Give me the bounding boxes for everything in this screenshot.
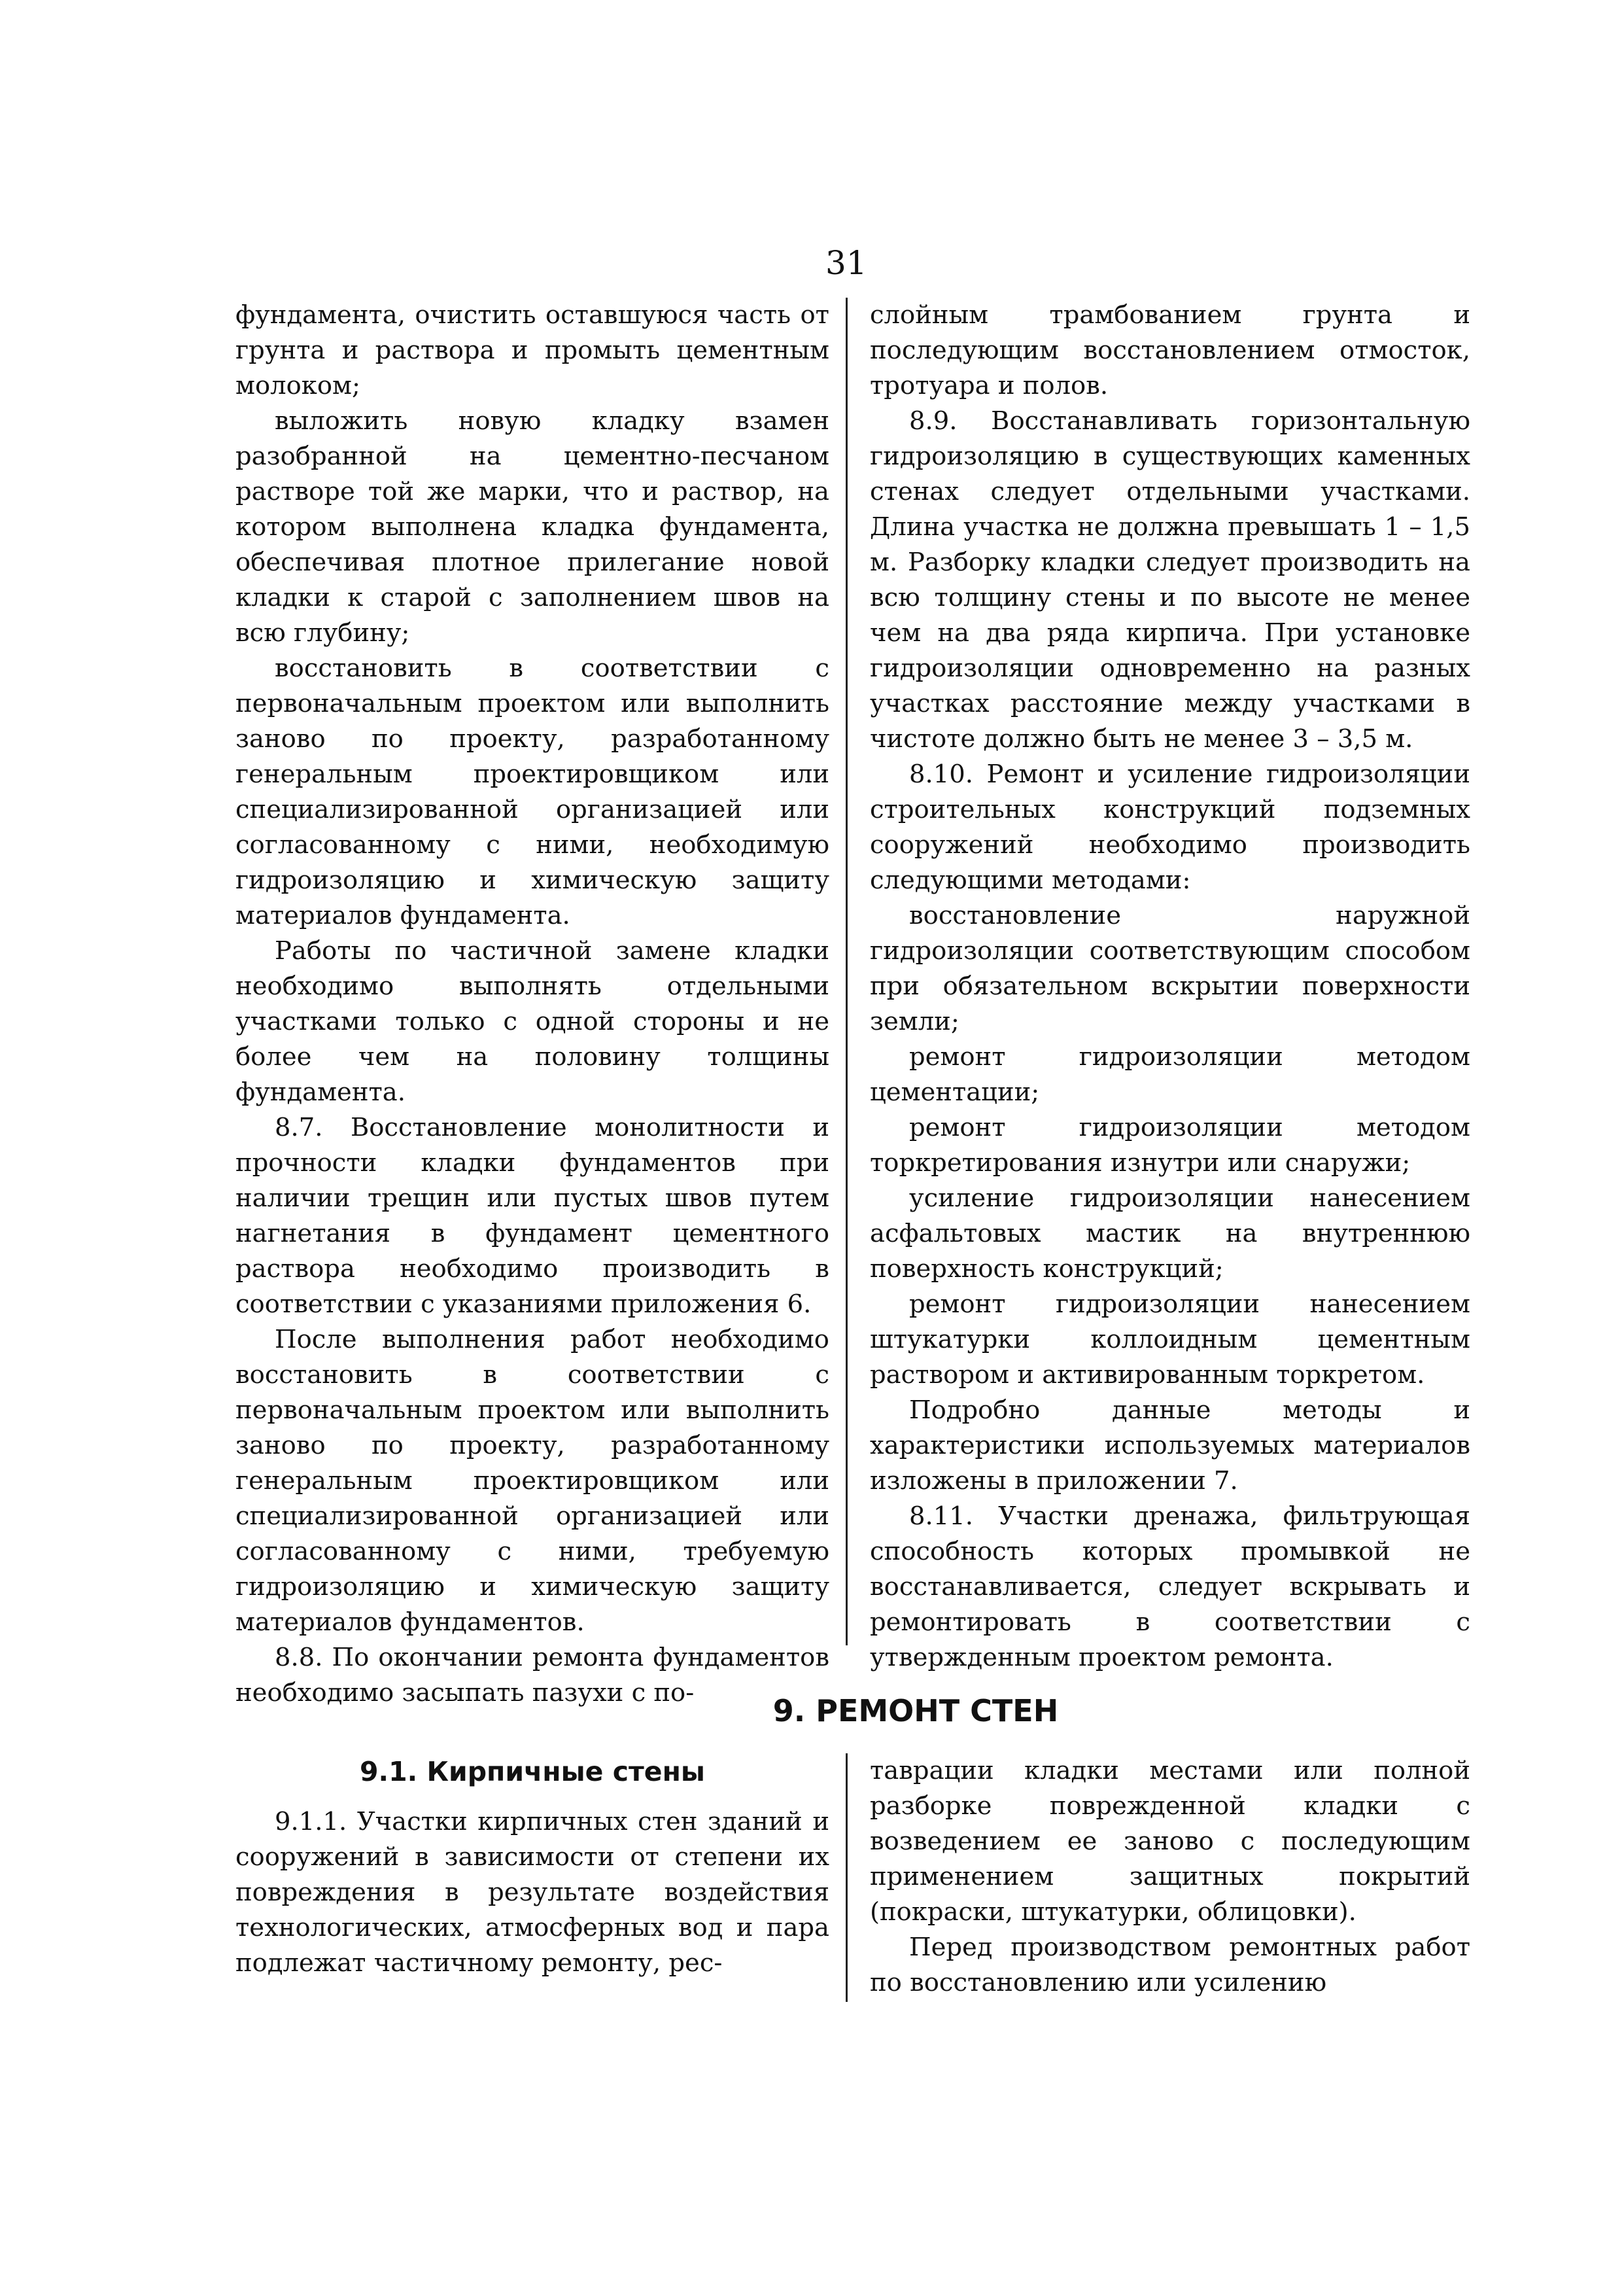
right-column-bottom [870, 1753, 1470, 2001]
paragraph: Работы по частичной замене кладки необходимо выполнять отдельными участками только с одной стороны и не более чем на половину толщины фундамента. [235, 936, 829, 1107]
section-heading: 9. РЕМОНТ СТЕН [772, 1693, 1059, 1728]
paragraph: Подробно данные методы и характеристики используемых материалов изложены в приложении 7. [870, 1395, 1470, 1496]
paragraph: фундамента, очистить оставшуюся часть от грунта и раствора и промыть цементным молоком; [235, 300, 829, 400]
paragraph: слойным трамбованием грунта и последующим восстановлением отмосток, тротуара и полов. [870, 300, 1470, 400]
page-number: 31 [825, 244, 867, 282]
subsection-heading: 9.1. Кирпичные стены [359, 1756, 706, 1787]
paragraph: ремонт гидроизоляции нанесением штукатурки коллоидным цементным раствором и активированным торкретом. [870, 1289, 1470, 1390]
paragraph: После выполнения работ необходимо восстановить в соответствии с первоначальным проектом или выполнить заново по проекту, разработанному генеральным проектировщиком или специализированной организацией или согласованному с ними, требуемую гидроизоляцию и химическую защиту материалов фундаментов. [235, 1325, 829, 1637]
column-divider [846, 1753, 848, 2002]
right-column-top [870, 298, 1470, 1675]
paragraph: 8.7. Восстановление монолитности и прочности кладки фундаментов при наличии трещин или пустых швов путем нагнетания в фундамент цементного раствора необходимо производить в соответствии с указаниями приложения 6. [235, 1113, 829, 1319]
paragraph: 8.11. Участки дренажа, фильтрующая способность которых промывкой не восстанавливается, следует вскрывать и ремонтировать в соответствии с утвержденным проектом ремонта. [870, 1501, 1470, 1672]
paragraph: 8.9. Восстанавливать горизонтальную гидроизоляцию в существующих каменных стенах следует отдельными участками. Длина участка не должна превышать 1 – 1,5 м. Разборку кладки следует производить на всю толщину стены и по высоте не менее чем на два ряда кирпича. При установке гидроизоляции одновременно на разных участках расстояние между участками в чистоте должно быть не менее 3 – 3,5 м. [870, 406, 1470, 754]
paragraph: ремонт гидроизоляции методом цементации; [870, 1042, 1470, 1107]
paragraph: восстановление наружной гидроизоляции соответствующим способом при обязательном вскрытии поверхности земли; [870, 901, 1470, 1036]
column-divider [846, 298, 848, 1645]
paragraph: таврации кладки местами или полной разборке поврежденной кладки с возведением ее заново с последующим применением защитных покрытий (покраски, штукатурки, облицовки). [870, 1756, 1470, 1927]
paragraph: ремонт гидроизоляции методом торкретирования изнутри или снаружи; [870, 1113, 1470, 1178]
left-column-top [235, 298, 829, 1711]
paragraph: 8.8. По окончании ремонта фундаментов необходимо засыпать пазухи с по- [235, 1643, 829, 1708]
paragraph: усиление гидроизоляции нанесением асфальтовых мастик на внутреннюю поверхность конструкций; [870, 1183, 1470, 1284]
paragraph: восстановить в соответствии с первоначальным проектом или выполнить заново по проекту, разработанному генеральным проектировщиком или специализированной организацией или согласованному с ними, необходимую гидроизоляцию и химическую защиту материалов фундамента. [235, 654, 829, 930]
paragraph: 8.10. Ремонт и усиление гидроизоляции строительных конструкций подземных сооружений необходимо производить следующими методами: [870, 760, 1470, 895]
paragraph: Перед производством ремонтных работ по восстановлению или усилению [870, 1933, 1470, 1997]
left-column-bottom [235, 1804, 829, 1981]
paragraph: 9.1.1. Участки кирпичных стен зданий и сооружений в зависимости от степени их повреждения в результате воздействия технологических, атмосферных вод и пара подлежат частичному ремонту, рес- [235, 1807, 829, 1978]
paragraph: выложить новую кладку взамен разобранной на цементно-песчаном растворе той же марки, что и раствор, на котором выполнена кладка фундамента, обеспечивая плотное прилегание новой кладки к старой с заполнением швов на всю глубину; [235, 406, 829, 648]
